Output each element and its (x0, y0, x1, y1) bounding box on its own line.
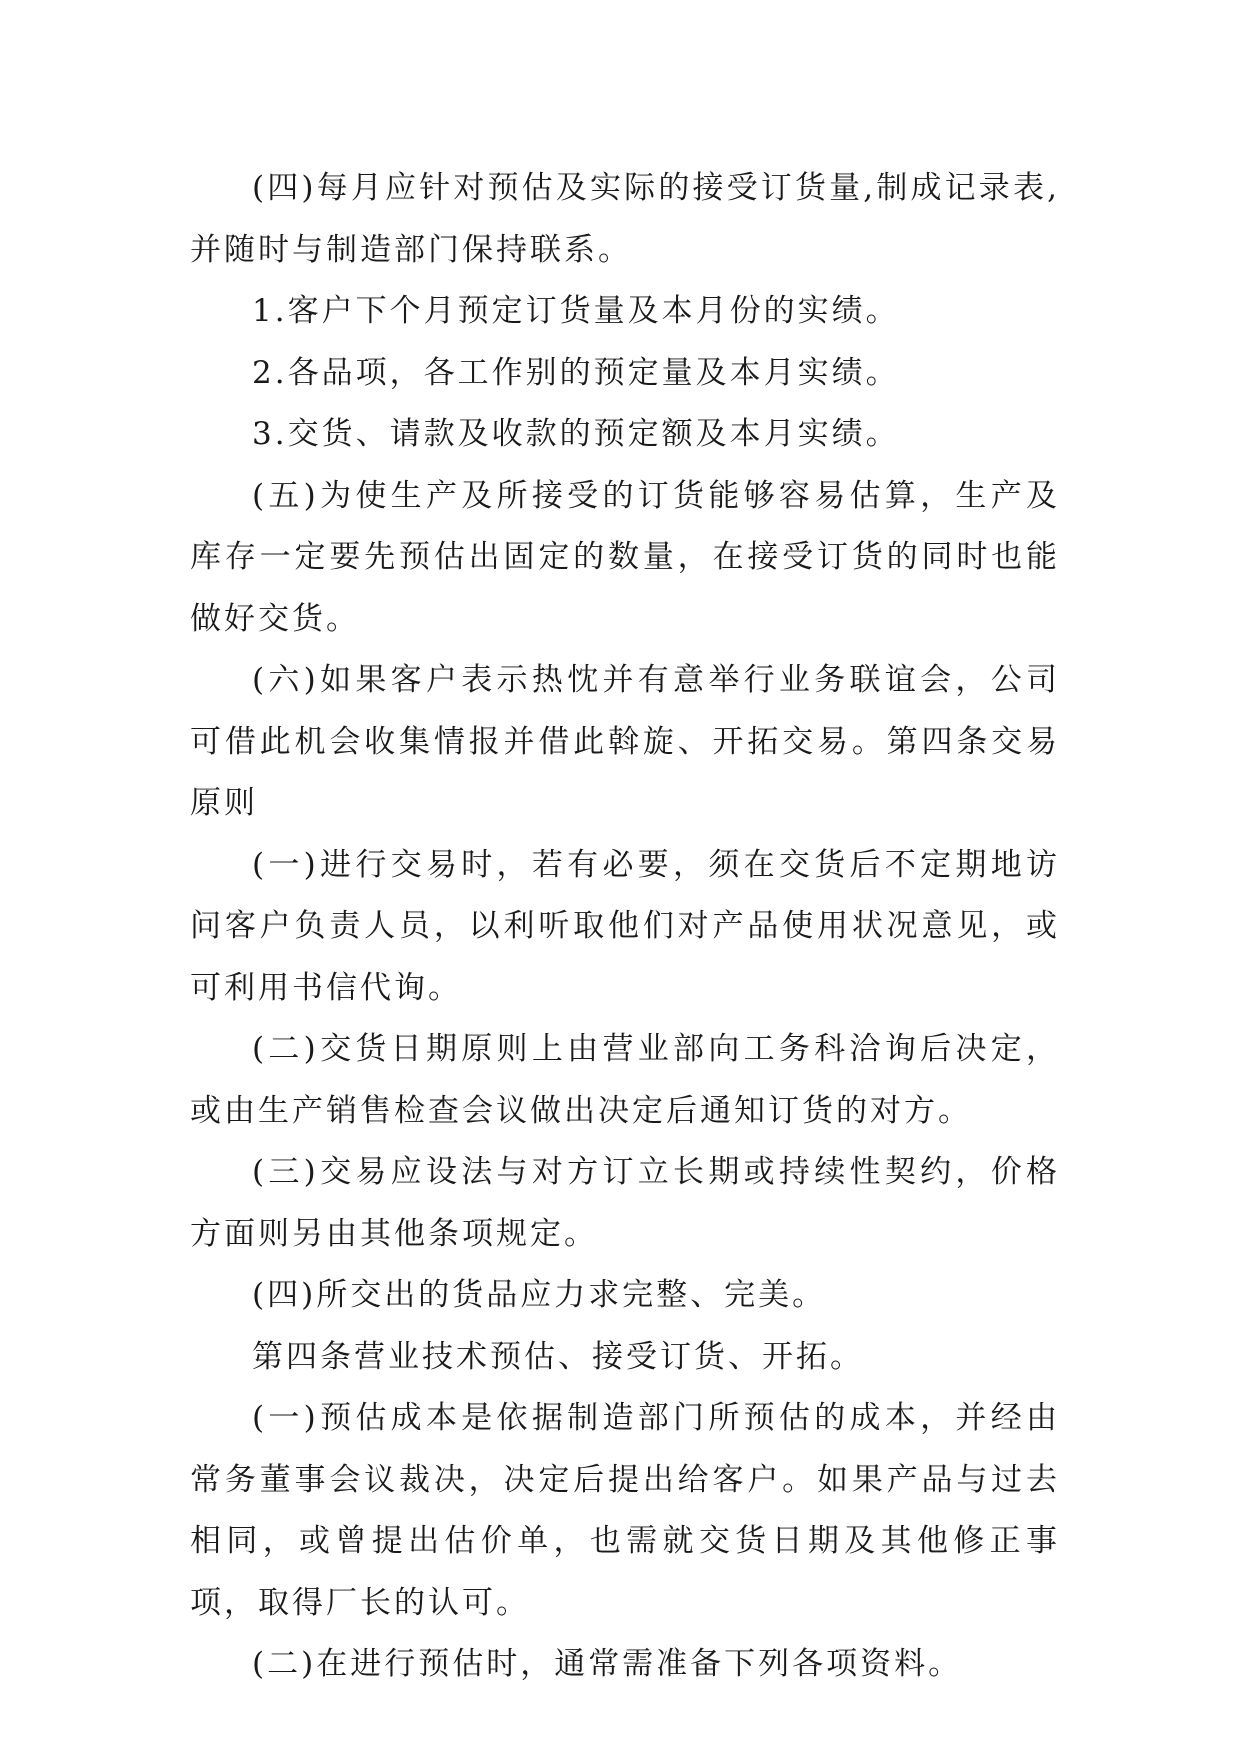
paragraph-long-term-contract: (三)交易应设法与对方订立长期或持续性契约，价格方面则另由其他条项规定。 (190, 1154, 1060, 1252)
list-item-product-quantities: 2.各品项，各工作别的预定量及本月实绩。 (252, 354, 900, 391)
paragraph-goods-quality: (四)所交出的货品应力求完整、完美。 (252, 1277, 827, 1313)
paragraph-production-estimate: (五)为使生产及所接受的订货能够容易估算，生产及库存一定要先预估出固定的数量，在接受订货的同时也能做好交货。 (190, 477, 1060, 637)
paragraph-delivery-date: (二)交货日期原则上由营业部向工务科洽询后决定，或由生产销售检查会议做出决定后通知订货的对方。 (190, 1031, 1060, 1129)
list-item-delivery-billing: 3.交货、请款及收款的预定额及本月实绩。 (252, 416, 900, 452)
paragraph-business-meeting: (六)如果客户表示热忱并有意举行业务联谊会，公司可借此机会收集情报并借此斡旋、开拓交易。第四条交易原则 (190, 662, 1060, 821)
paragraph-cost-estimate: (一)预估成本是依据制造部门所预估的成本，并经由常务董事会议裁决，决定后提出给客户。如果产品与过去相同，或曾提出估价单，也需就交货日期及其他修正事项，取得厂长的认可。 (190, 1400, 1060, 1621)
paragraph-monthly-record: (四)每月应针对预估及实际的接受订货量,制成记录表,并随时与制造部门保持联系。 (190, 170, 1060, 268)
section-heading-article-four: 第四条营业技术预估、接受订货、开拓。 (252, 1338, 864, 1375)
paragraph-customer-visit: (一)进行交易时，若有必要，须在交货后不定期地访问客户负责人员，以利听取他们对产品使用状况意见，或可利用书信代询。 (190, 846, 1060, 1006)
document-body (190, 158, 1060, 1696)
list-item-customer-orders: 1.客户下个月预定订货量及本月份的实绩。 (252, 293, 900, 329)
paragraph-estimate-materials: (二)在进行预估时，通常需准备下列各项资料。 (252, 1646, 963, 1682)
